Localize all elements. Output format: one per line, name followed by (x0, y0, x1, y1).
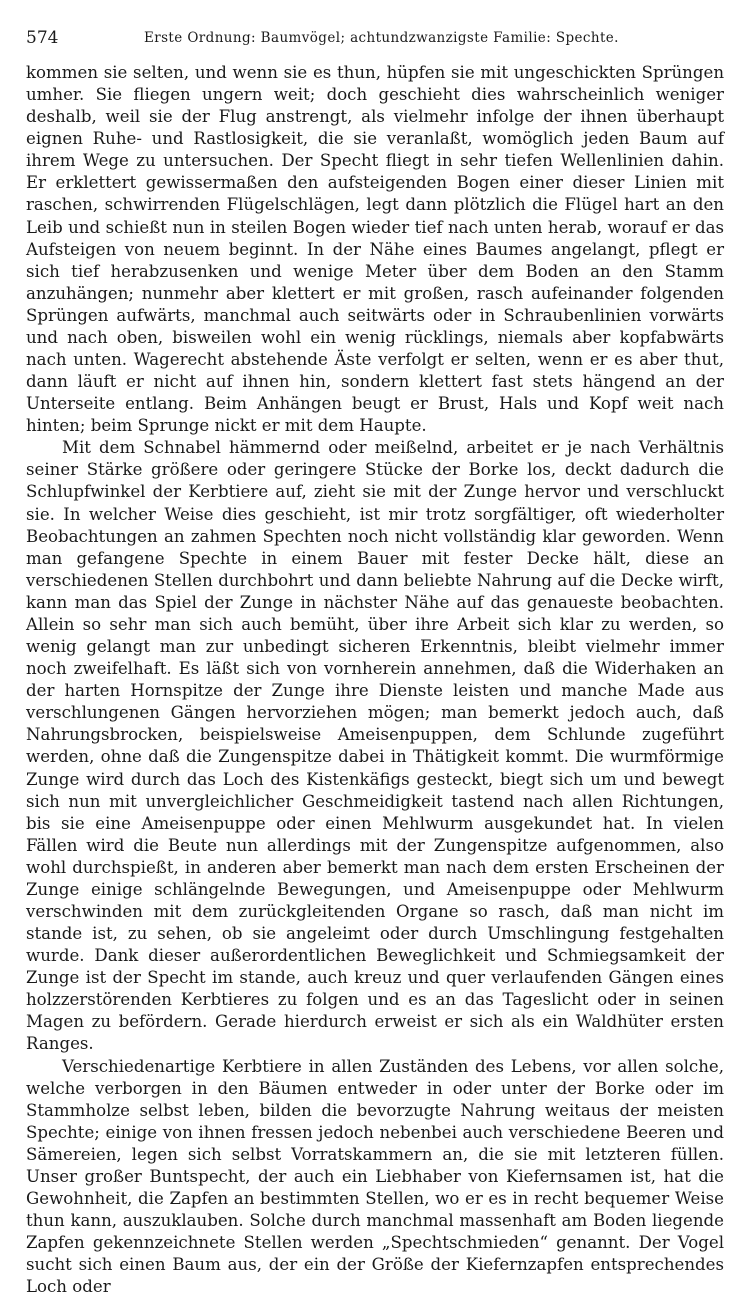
page-number: 574 (26, 28, 59, 48)
running-title: Erste Ordnung: Baumvögel; achtundzwanzigste Familie: Spechte. (144, 30, 619, 46)
paragraph-diet: Verschiedenartige Kerbtiere in allen Zuständen des Lebens, vor allen solche, welche verborgen in den Bäumen entweder in oder unter der Borke oder im Stammholze selbst leben, bilden die bevorzugte Nahrung weitaus der meisten Spechte; einige von ihnen fressen jedoch nebenbei auch verschiedene Beeren und Sämereien, legen sich selbst Vorratskammern an, die sie mit letzteren füllen. Unser großer Buntspecht, der auch ein Liebhaber von Kiefernsamen ist, hat die Gewohnheit, die Zapfen an bestimmten Stellen, wo er es in recht bequemer Weise thun kann, auszuklauben. Solche durch manchmal massenhaft am Boden liegende Zapfen gekennzeichnete Stellen werden „Spechtschmieden“ genannt. Der Vogel sucht sich einen Baum aus, der ein der Größe der Kiefernzapfen entsprechendes Loch oder (26, 1056, 724, 1297)
body-text (26, 62, 724, 1298)
paragraph-tongue-feeding: Mit dem Schnabel hämmernd oder meißelnd, arbeitet er je nach Verhältnis seiner Stärke größere oder geringere Stücke der Borke los, deckt dadurch die Schlupfwinkel der Kerbtiere auf, zieht sie mit der Zunge hervor und verschluckt sie. In welcher Weise dies geschieht, ist mir trotz sorgfältiger, oft wiederholter Beobachtungen an zahmen Spechten noch nicht vollständig klar geworden. Wenn man gefangene Spechte in einem Bauer mit fester Decke hält, diese an verschiedenen Stellen durchbohrt und dann beliebte Nahrung auf die Decke wirft, kann man das Spiel der Zunge in nächster Nähe auf das genaueste beobachten. Allein so sehr man sich auch bemüht, über ihre Arbeit sich klar zu werden, so wenig gelangt man zur unbedingt sicheren Erkenntnis, bleibt vielmehr immer noch zweifelhaft. Es läßt sich von vornherein annehmen, daß die Widerhaken an der harten Hornspitze der Zunge ihre Dienste leisten und manche Made aus verschlungenen Gängen hervorziehen mögen; man bemerkt jedoch auch, daß Nahrungsbrocken, beispielsweise Ameisenpuppen, dem Schlunde zugeführt werden, ohne daß die Zungenspitze dabei in Thätigkeit kommt. Die wurmförmige Zunge wird durch das Loch des Kistenkäfigs gesteckt, biegt sich um und bewegt sich nun mit unvergleichlicher Geschmeidigkeit tastend nach allen Richtungen, bis sie eine Ameisenpuppe oder einen Mehlwurm ausgekundet hat. In vielen Fällen wird die Beute nun allerdings mit der Zungenspitze aufgenommen, also wohl durchspießt, in anderen aber bemerkt man nach dem ersten Erscheinen der Zunge einige schlängelnde Bewegungen, und Ameisenpuppe oder Mehlwurm verschwinden mit dem zurückgleitenden Organe so rasch, daß man nicht im stande ist, zu sehen, ob sie angeleimt oder durch Umschlingung festgehalten wurde. Dank dieser außerordentlichen Beweglichkeit und Schmiegsamkeit der Zunge ist der Specht im stande, auch kreuz und quer verlaufenden Gängen eines holzzerstörenden Kerbtieres zu folgen und es an das Tageslicht oder in seinen Magen zu befördern. Gerade hierdurch erweist er sich als ein Waldhüter ersten Ranges. (26, 438, 724, 1054)
paragraph-flight-and-climbing: kommen sie selten, und wenn sie es thun, hüpfen sie mit ungeschickten Sprüngen umher. Sie fliegen ungern weit; doch geschieht dies wahrscheinlich weniger deshalb, weil sie der Flug anstrengt, als vielmehr infolge der ihnen überhaupt eignen Ruhe- und Rastlosigkeit, die sie veranlaßt, womöglich jeden Baum auf ihrem Wege zu untersuchen. Der Specht fliegt in sehr tiefen Wellenlinien dahin. Er erklettert gewissermaßen den aufsteigenden Bogen einer dieser Linien mit raschen, schwirrenden Flügelschlägen, legt dann plötzlich die Flügel hart an den Leib und schießt nun in steilen Bogen wieder tief nach unten herab, worauf er das Aufsteigen von neuem beginnt. In der Nähe eines Baumes angelangt, pflegt er sich tief herabzusenken und wenige Meter über dem Boden an den Stamm anzuhängen; nunmehr aber klettert er mit großen, rasch aufeinander folgenden Sprüngen aufwärts, manchmal auch seitwärts oder in Schraubenlinien vorwärts und nach oben, bisweilen wohl ein wenig rücklings, niemals aber kopfabwärts nach unten. Wagerecht abstehende Äste verfolgt er selten, wenn er es aber thut, dann läuft er nicht auf ihnen hin, sondern klettert fast stets hängend an der Unterseite entlang. Beim Anhängen beugt er Brust, Hals und Kopf weit nach hinten; beim Sprunge nickt er mit dem Haupte. (26, 63, 724, 436)
page-header (26, 26, 726, 52)
